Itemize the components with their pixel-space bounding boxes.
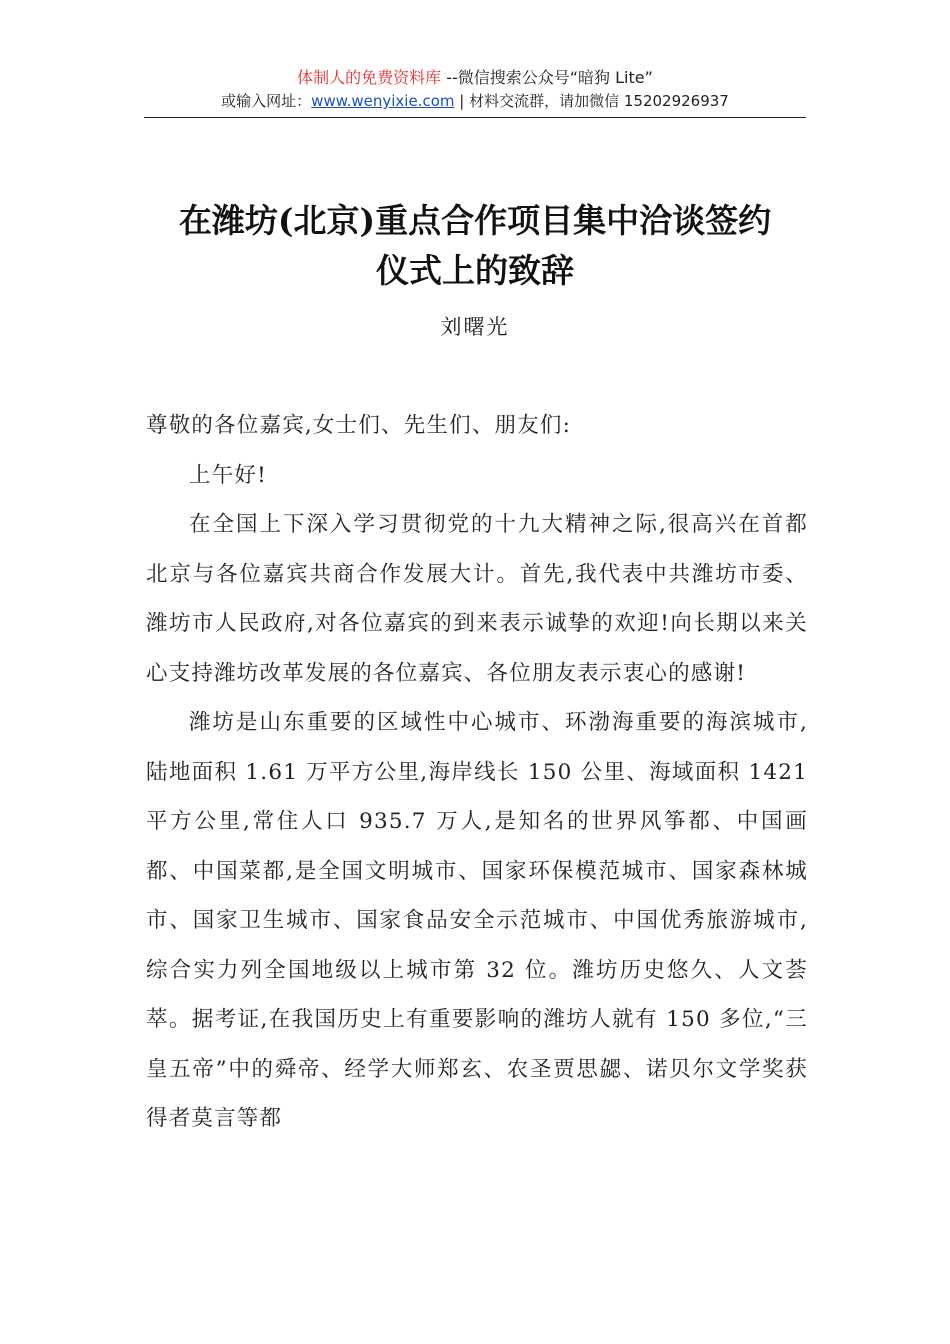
document-title	[144, 196, 806, 296]
header-line-1	[144, 66, 806, 90]
page-header	[144, 66, 806, 112]
title-line-1: 在潍坊(北京)重点合作项目集中洽谈签约	[178, 201, 772, 240]
brand-name: 体制人的免费资料库	[297, 68, 442, 87]
author-name: 刘曙光	[440, 315, 510, 339]
title-line-2: 仪式上的致辞	[376, 251, 574, 290]
website-link[interactable]: www.wenyixie.com	[311, 92, 455, 110]
salutation: 尊敬的各位嘉宾,女士们、先生们、朋友们:	[146, 413, 572, 438]
url-prefix: 或输入网址：	[221, 92, 312, 110]
paragraph-welcome: 在全国上下深入学习贯彻党的十九大精神之际,很高兴在首都北京与各位嘉宾共商合作发展大计。首先,我代表中共潍坊市委、潍坊市人民政府,对各位嘉宾的到来表示诚挚的欢迎!向长期以来关心支持潍坊改革发展的各位嘉宾、各位朋友表示衷心的感谢!	[146, 512, 808, 686]
contact-info: | 材料交流群，请加微信 15202926937	[454, 92, 729, 110]
paragraph-city-intro: 潍坊是山东重要的区域性中心城市、环渤海重要的海滨城市,陆地面积 1.61 万平方公里,海岸线长 150 公里、海域面积 1421 平方公里,常住人口 935.7 万人,是知名的世界风筝都、中国画都、中国菜都,是全国文明城市、国家环保模范城市、国家森林城市、国家卫生城市、国家食品安全示范城市、中国优秀旅游城市,综合实力列全国地级以上城市第 32 位。潍坊历史悠久、人文荟萃。据考证,在我国历史上有重要影响的潍坊人就有 150 多位,“三皇五帝”中的舜帝、经学大师郑玄、农圣贾思勰、诺贝尔文学奖获得者莫言等都	[146, 710, 808, 1131]
header-divider	[144, 117, 806, 118]
paragraph-greeting: 上午好!	[189, 462, 267, 488]
header-tagline: --微信搜索公众号“暗狗 Lite”	[441, 68, 653, 87]
document-body	[146, 401, 808, 1144]
header-line-2	[144, 90, 806, 112]
